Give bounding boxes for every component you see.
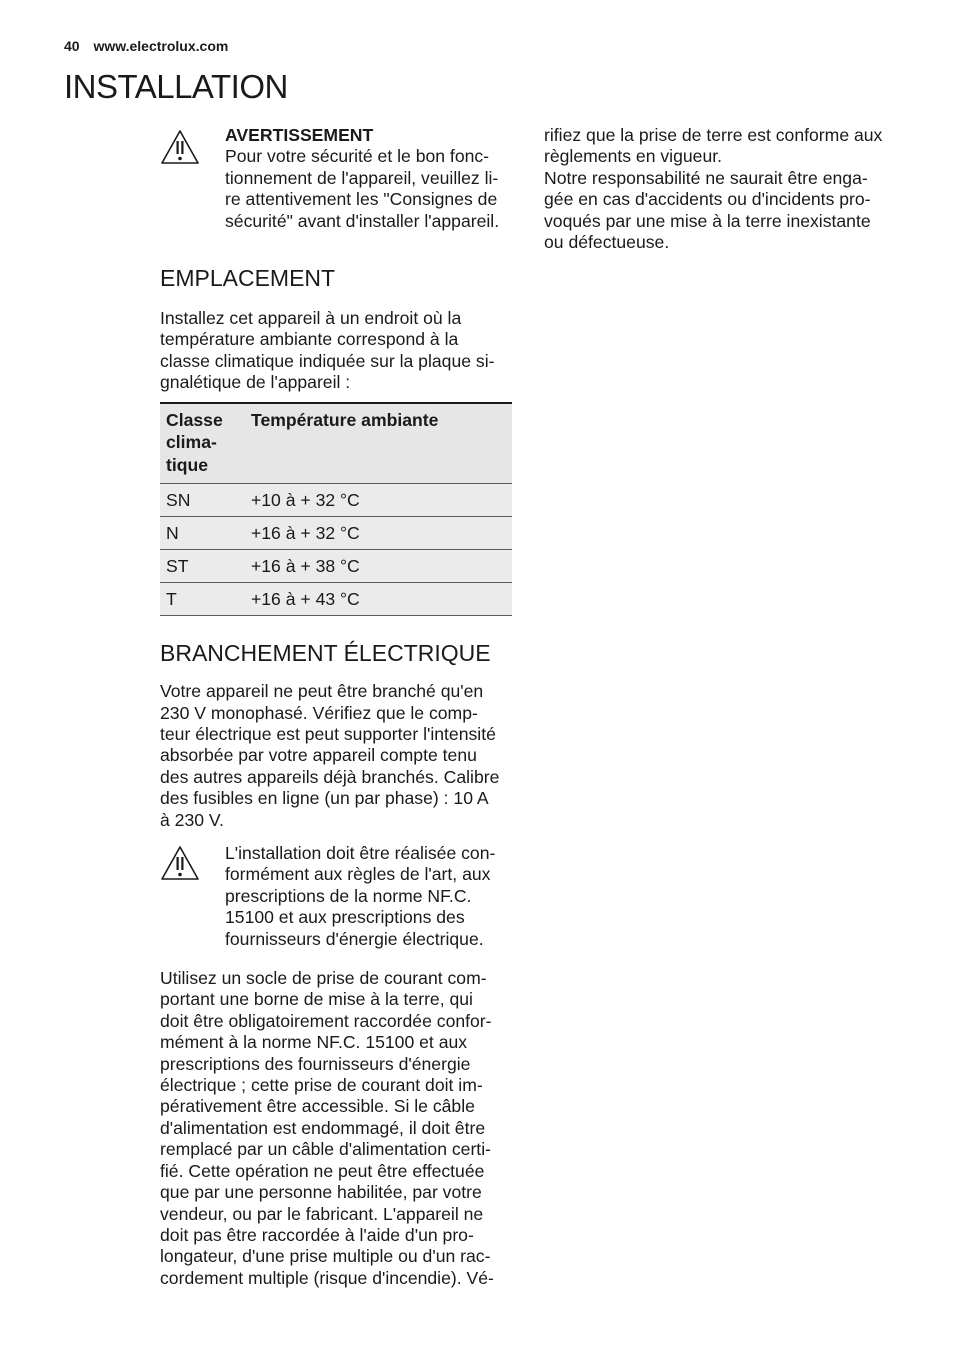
page-header [64,38,228,54]
right-column [544,125,896,253]
text-line: rifiez que la prise de terre est conforme aux [544,125,883,145]
text-line: re attentivement les "Consignes de [225,189,498,210]
branchement-paragraph [160,681,512,831]
text-line: gnalétique de l'appareil : [160,372,351,393]
text-line: 230 V monophasé. Vérifiez que le comp- [160,702,478,723]
text-line: que par une personne habilitée, par votre [160,1182,482,1203]
text-line: pérativement être accessible. Si le câble [160,1096,475,1117]
text-line: mément à la norme NF.C. 15100 et aux [160,1032,468,1053]
warning-text [225,843,512,950]
text-line: formément aux règles de l'art, aux [225,864,491,885]
cell-temperature: +10 à + 32 °C [245,484,512,517]
cell-temperature: +16 à + 32 °C [245,517,512,550]
text-line: Installez cet appareil à un endroit où la [160,308,462,329]
warning-title: AVERTISSEMENT [225,125,374,145]
text-line: doit être obligatoirement raccordée confor- [160,1010,492,1031]
text-line: règlements en vigueur. [544,146,722,167]
text-line: sécurité" avant d'installer l'appareil. [225,210,500,231]
cell-temperature: +16 à + 38 °C [245,550,512,583]
text-line: doit pas être raccordée à l'aide d'un pro- [160,1224,474,1245]
text-line: vendeur, ou par le fabricant. L'appareil ne [160,1203,484,1224]
table-row [160,484,512,517]
text-line: fié. Cette opération ne peut être effectuée [160,1160,485,1181]
cell-class: ST [160,550,245,583]
text-line: ou défectueuse. [544,232,670,253]
text-line: remplacé par un câble d'alimentation certi- [160,1139,491,1160]
text-line: électrique ; cette prise de courant doit im- [160,1075,483,1096]
cell-class: SN [160,484,245,517]
text-line: absorbée par votre appareil compte tenu [160,745,477,766]
climate-class-table [160,402,512,617]
column-header-temperature: Température ambiante [251,409,439,430]
text-line: tionnement de l'appareil, veuillez li- [225,167,499,188]
text-line: portant une borne de mise à la terre, qui [160,989,473,1010]
text-line: voqués par une mise à la terre inexistante [544,210,871,231]
text-line: Utilisez un socle de prise de courant com- [160,968,487,989]
text-line: Pour votre sécurité et le bon fonc- [225,146,490,167]
emplacement-paragraph [160,308,512,394]
section-heading-emplacement: EMPLACEMENT [160,265,336,292]
left-column [160,125,512,1289]
table-row [160,550,512,583]
text-line: 15100 et aux prescriptions des [225,907,465,928]
text-line: Notre responsabilité ne saurait être enga- [544,167,868,188]
text-line: à 230 V. [160,809,224,830]
website-link[interactable]: www.electrolux.com [93,38,229,54]
continued-paragraph [544,125,896,253]
cell-class: N [160,517,245,550]
text-line: longateur, d'une prise multiple ou d'un rac- [160,1246,491,1267]
cell-class: T [160,583,245,616]
page-number: 40 [64,38,80,54]
warning-text [225,146,512,232]
page-title: INSTALLATION [64,68,288,105]
text-line: des fusibles en ligne (un par phase) : 10 A [160,788,489,809]
section-heading-branchement: BRANCHEMENT ÉLECTRIQUE [160,640,491,667]
text-line: classe climatique indiquée sur la plaque si- [160,350,495,371]
text-line: prescriptions des fournisseurs d'énergie [160,1053,471,1074]
warning-triangle-icon [160,845,200,881]
socle-paragraph [160,968,512,1289]
text-line: température ambiante correspond à la [160,329,459,350]
text-line: gée en cas d'accidents ou d'incidents pro- [544,189,871,210]
warning-block [160,125,512,232]
text-line: d'alimentation est endommagé, il doit être [160,1117,486,1138]
text-line: prescriptions de la norme NF.C. [225,885,472,906]
text-line: Votre appareil ne peut être branché qu'en [160,681,484,702]
column-header-classe: Classe clima- tique [166,409,223,475]
warning-block [160,843,512,950]
text-line: fournisseurs d'énergie électrique. [225,928,484,949]
table-row [160,583,512,616]
cell-temperature: +16 à + 43 °C [245,583,512,616]
text-line: teur électrique est peut supporter l'intensité [160,723,496,744]
text-line: cordement multiple (risque d'incendie). Vé- [160,1267,494,1288]
warning-triangle-icon [160,129,200,165]
table-header-row [160,403,512,484]
table-row [160,517,512,550]
text-line: des autres appareils déjà branchés. Calibre [160,766,500,787]
text-line: L'installation doit être réalisée con- [225,843,496,863]
